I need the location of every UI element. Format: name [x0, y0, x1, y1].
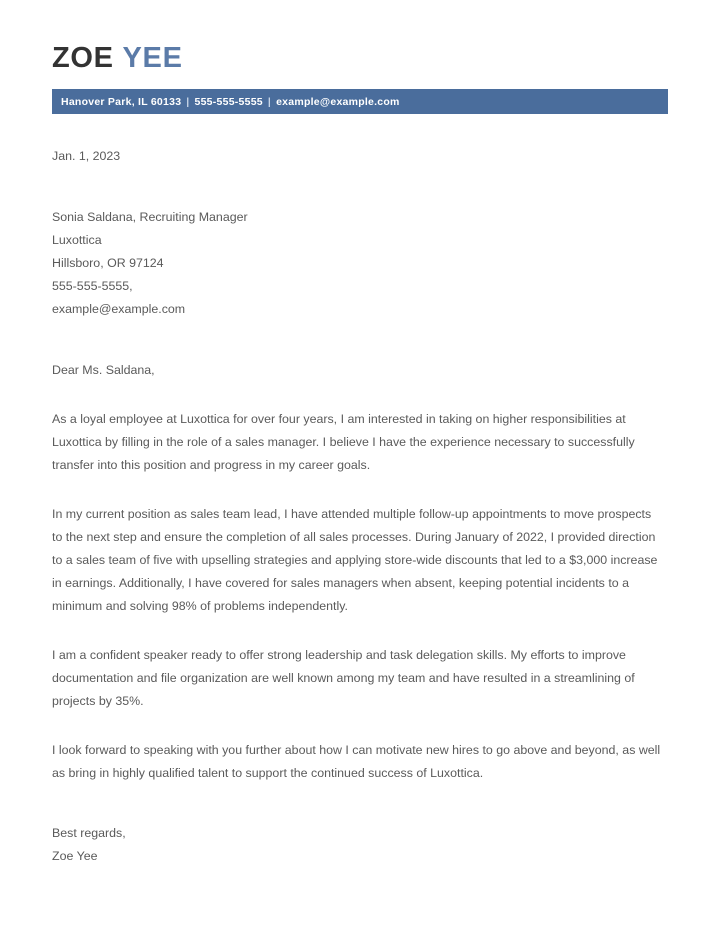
body-paragraph-3: I am a confident speaker ready to offer strong leadership and task delegation skills. My efforts to improve documentation and file organization are well known among my team and have resulted in a streamlining of projects by 35%.	[52, 648, 635, 708]
first-name: ZOE	[52, 42, 114, 74]
letterhead	[0, 0, 720, 73]
recipient-email: example@example.com	[52, 302, 186, 316]
last-name: YEE	[122, 42, 183, 74]
contact-separator-2: |	[267, 95, 272, 108]
body-paragraph-1: As a loyal employee at Luxottica for over four years, I am interested in taking on higher responsibilities at Luxottica by filling in the role of a sales manager. I believe I have the experience necessary to successfully transfer into this position and progress in my career goals.	[52, 412, 635, 472]
contact-info-bar	[52, 89, 668, 114]
contact-email: example@example.com	[276, 95, 400, 108]
contact-phone: 555-555-5555	[194, 95, 263, 108]
recipient-phone: 555-555-5555,	[52, 279, 133, 293]
letter-date: Jan. 1, 2023	[52, 149, 121, 163]
contact-separator-1: |	[186, 95, 190, 108]
recipient-city-state-zip: Hillsboro, OR 97124	[52, 256, 164, 270]
signature-name: Zoe Yee	[52, 849, 98, 863]
salutation: Dear Ms. Saldana,	[52, 363, 155, 377]
letter-body	[0, 145, 720, 868]
body-paragraph-4: I look forward to speaking with you further about how I can motivate new hires to go above and beyond, as well as bring in highly qualified talent to support the continued success of Luxottica.	[52, 743, 661, 780]
closing-phrase: Best regards,	[52, 826, 126, 840]
page-title	[52, 44, 668, 73]
contact-address: Hanover Park, IL 60133	[61, 95, 182, 108]
recipient-name-title: Sonia Saldana, Recruiting Manager	[52, 210, 248, 224]
recipient-address-block	[52, 206, 668, 321]
closing-block	[52, 822, 668, 868]
body-paragraph-2: In my current position as sales team lead, I have attended multiple follow-up appointments to move prospects to the next step and ensure the completion of all sales processes. During January of 2022, I provided direction to a sales team of five with upselling strategies and applying store-wide discounts that led to a $3,000 increase in earnings. Additionally, I have covered for sales managers when absent, keeping potential incidents to a minimum and solving 98% of problems independently.	[52, 507, 658, 613]
recipient-company: Luxottica	[52, 233, 102, 247]
